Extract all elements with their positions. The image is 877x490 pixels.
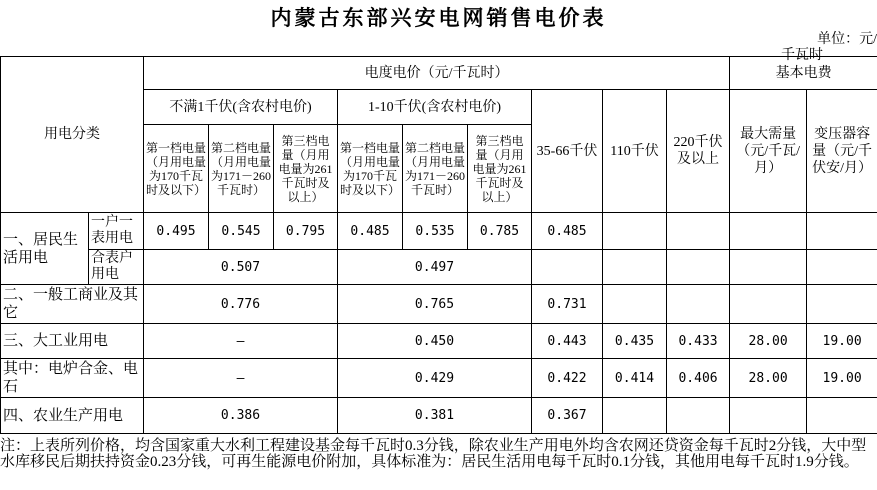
header-basic-fee: 基本电费 — [730, 57, 877, 90]
price-cell: 0.386 — [144, 398, 338, 434]
price-cell: – — [144, 324, 338, 359]
empty-cell — [667, 213, 730, 250]
price-cell: 0.429 — [338, 359, 532, 398]
price-cell: 0.406 — [667, 359, 730, 398]
header-max-demand: 最大需量（元/千瓦/月） — [730, 90, 807, 213]
price-cell: 0.507 — [144, 250, 338, 285]
empty-cell — [807, 213, 877, 250]
empty-cell — [667, 250, 730, 285]
empty-cell — [603, 250, 667, 285]
row-large-industry — [1, 324, 877, 359]
footnote: 注：上表所列价格，均含国家重大水利工程建设基金每千瓦时0.3分钱，除农业生产用电外均含农网还贷资金每千瓦时2分钱，大中型水库移民后期扶持资金0.23分钱，可再生能源电价附加，具体标准为：居民生活用电每千瓦时0.1分钱，其他用电每千瓦时1.9分钱。 — [0, 438, 867, 470]
price-cell: 0.495 — [144, 213, 209, 250]
row-general-commercial — [1, 285, 877, 324]
header-tier2-1-10kv: 第二档电量（月用电量为171－260千瓦时） — [403, 125, 468, 213]
empty-cell — [730, 250, 807, 285]
empty-cell — [603, 213, 667, 250]
price-cell: 0.776 — [144, 285, 338, 324]
row-label-residential: 一、居民生活用电 — [1, 213, 89, 285]
price-table — [0, 56, 877, 434]
empty-cell — [807, 250, 877, 285]
empty-cell — [667, 285, 730, 324]
empty-cell — [603, 285, 667, 324]
row-residential-shared-meter — [1, 250, 877, 285]
empty-cell — [807, 398, 877, 434]
empty-cell — [807, 285, 877, 324]
price-cell: 19.00 — [807, 359, 877, 398]
header-energy-price: 电度电价（元/千瓦时） — [144, 57, 730, 90]
price-cell: 0.785 — [468, 213, 532, 250]
header-under-1kv: 不满1千伏(含农村电价) — [144, 90, 338, 125]
row-label-large-industry: 三、大工业用电 — [1, 324, 144, 359]
header-110kv: 110千伏 — [603, 90, 667, 213]
price-cell: 0.435 — [603, 324, 667, 359]
unit-label-line2: 千瓦时 — [781, 48, 823, 63]
price-cell: 0.414 — [603, 359, 667, 398]
header-220kv: 220千伏及以上 — [667, 90, 730, 213]
price-cell: 0.443 — [532, 324, 603, 359]
unit-label-line1: 单位：元/ — [817, 32, 877, 47]
empty-cell — [730, 285, 807, 324]
header-tier2-under1kv: 第二档电量（月用电量为171－260千瓦时） — [209, 125, 274, 213]
row-label-agricultural: 四、农业生产用电 — [1, 398, 144, 434]
empty-cell — [603, 398, 667, 434]
row-label-general-commercial: 二、一般工商业及其它 — [1, 285, 144, 324]
price-cell: 0.450 — [338, 324, 532, 359]
sub-label-single-meter: 一户一表用电 — [89, 213, 144, 250]
price-cell: 0.367 — [532, 398, 603, 434]
page-title: 内蒙古东部兴安电网销售电价表 — [270, 6, 607, 30]
empty-cell — [532, 250, 603, 285]
empty-cell — [730, 213, 807, 250]
header-transformer-capacity: 变压器容量（元/千伏安/月） — [807, 90, 877, 213]
price-cell: 0.485 — [338, 213, 403, 250]
price-cell: 0.765 — [338, 285, 532, 324]
price-cell: 0.381 — [338, 398, 532, 434]
price-cell: 0.497 — [338, 250, 532, 285]
price-cell: 28.00 — [730, 324, 807, 359]
header-35-66kv: 35-66千伏 — [532, 90, 603, 213]
price-cell: 0.545 — [209, 213, 274, 250]
empty-cell — [667, 398, 730, 434]
price-cell: 0.795 — [274, 213, 338, 250]
row-label-furnace-alloy: 其中：电炉合金、电石 — [1, 359, 144, 398]
price-cell: 0.422 — [532, 359, 603, 398]
row-residential-single-meter — [1, 213, 877, 250]
row-furnace-alloy — [1, 359, 877, 398]
unit-label — [0, 32, 877, 64]
header-tier3-1-10kv: 第三档电量（月用电量为261千瓦时及以上） — [468, 125, 532, 213]
empty-cell — [730, 398, 807, 434]
price-cell: 0.731 — [532, 285, 603, 324]
header-tier1-1-10kv: 第一档电量（月用电量为170千瓦时及以下） — [338, 125, 403, 213]
header-tier3-under1kv: 第三档电量（月用电量为261千瓦时及以上） — [274, 125, 338, 213]
price-cell: 28.00 — [730, 359, 807, 398]
header-tier1-under1kv: 第一档电量（月用电量为170千瓦时及以下） — [144, 125, 209, 213]
price-cell: 0.535 — [403, 213, 468, 250]
price-cell: 0.433 — [667, 324, 730, 359]
price-cell: 0.485 — [532, 213, 603, 250]
sub-label-shared-meter: 合表户用电 — [89, 250, 144, 285]
header-1-10kv: 1-10千伏(含农村电价) — [338, 90, 532, 125]
price-cell: 19.00 — [807, 324, 877, 359]
header-classification: 用电分类 — [1, 57, 144, 213]
row-agricultural — [1, 398, 877, 434]
price-cell: – — [144, 359, 338, 398]
